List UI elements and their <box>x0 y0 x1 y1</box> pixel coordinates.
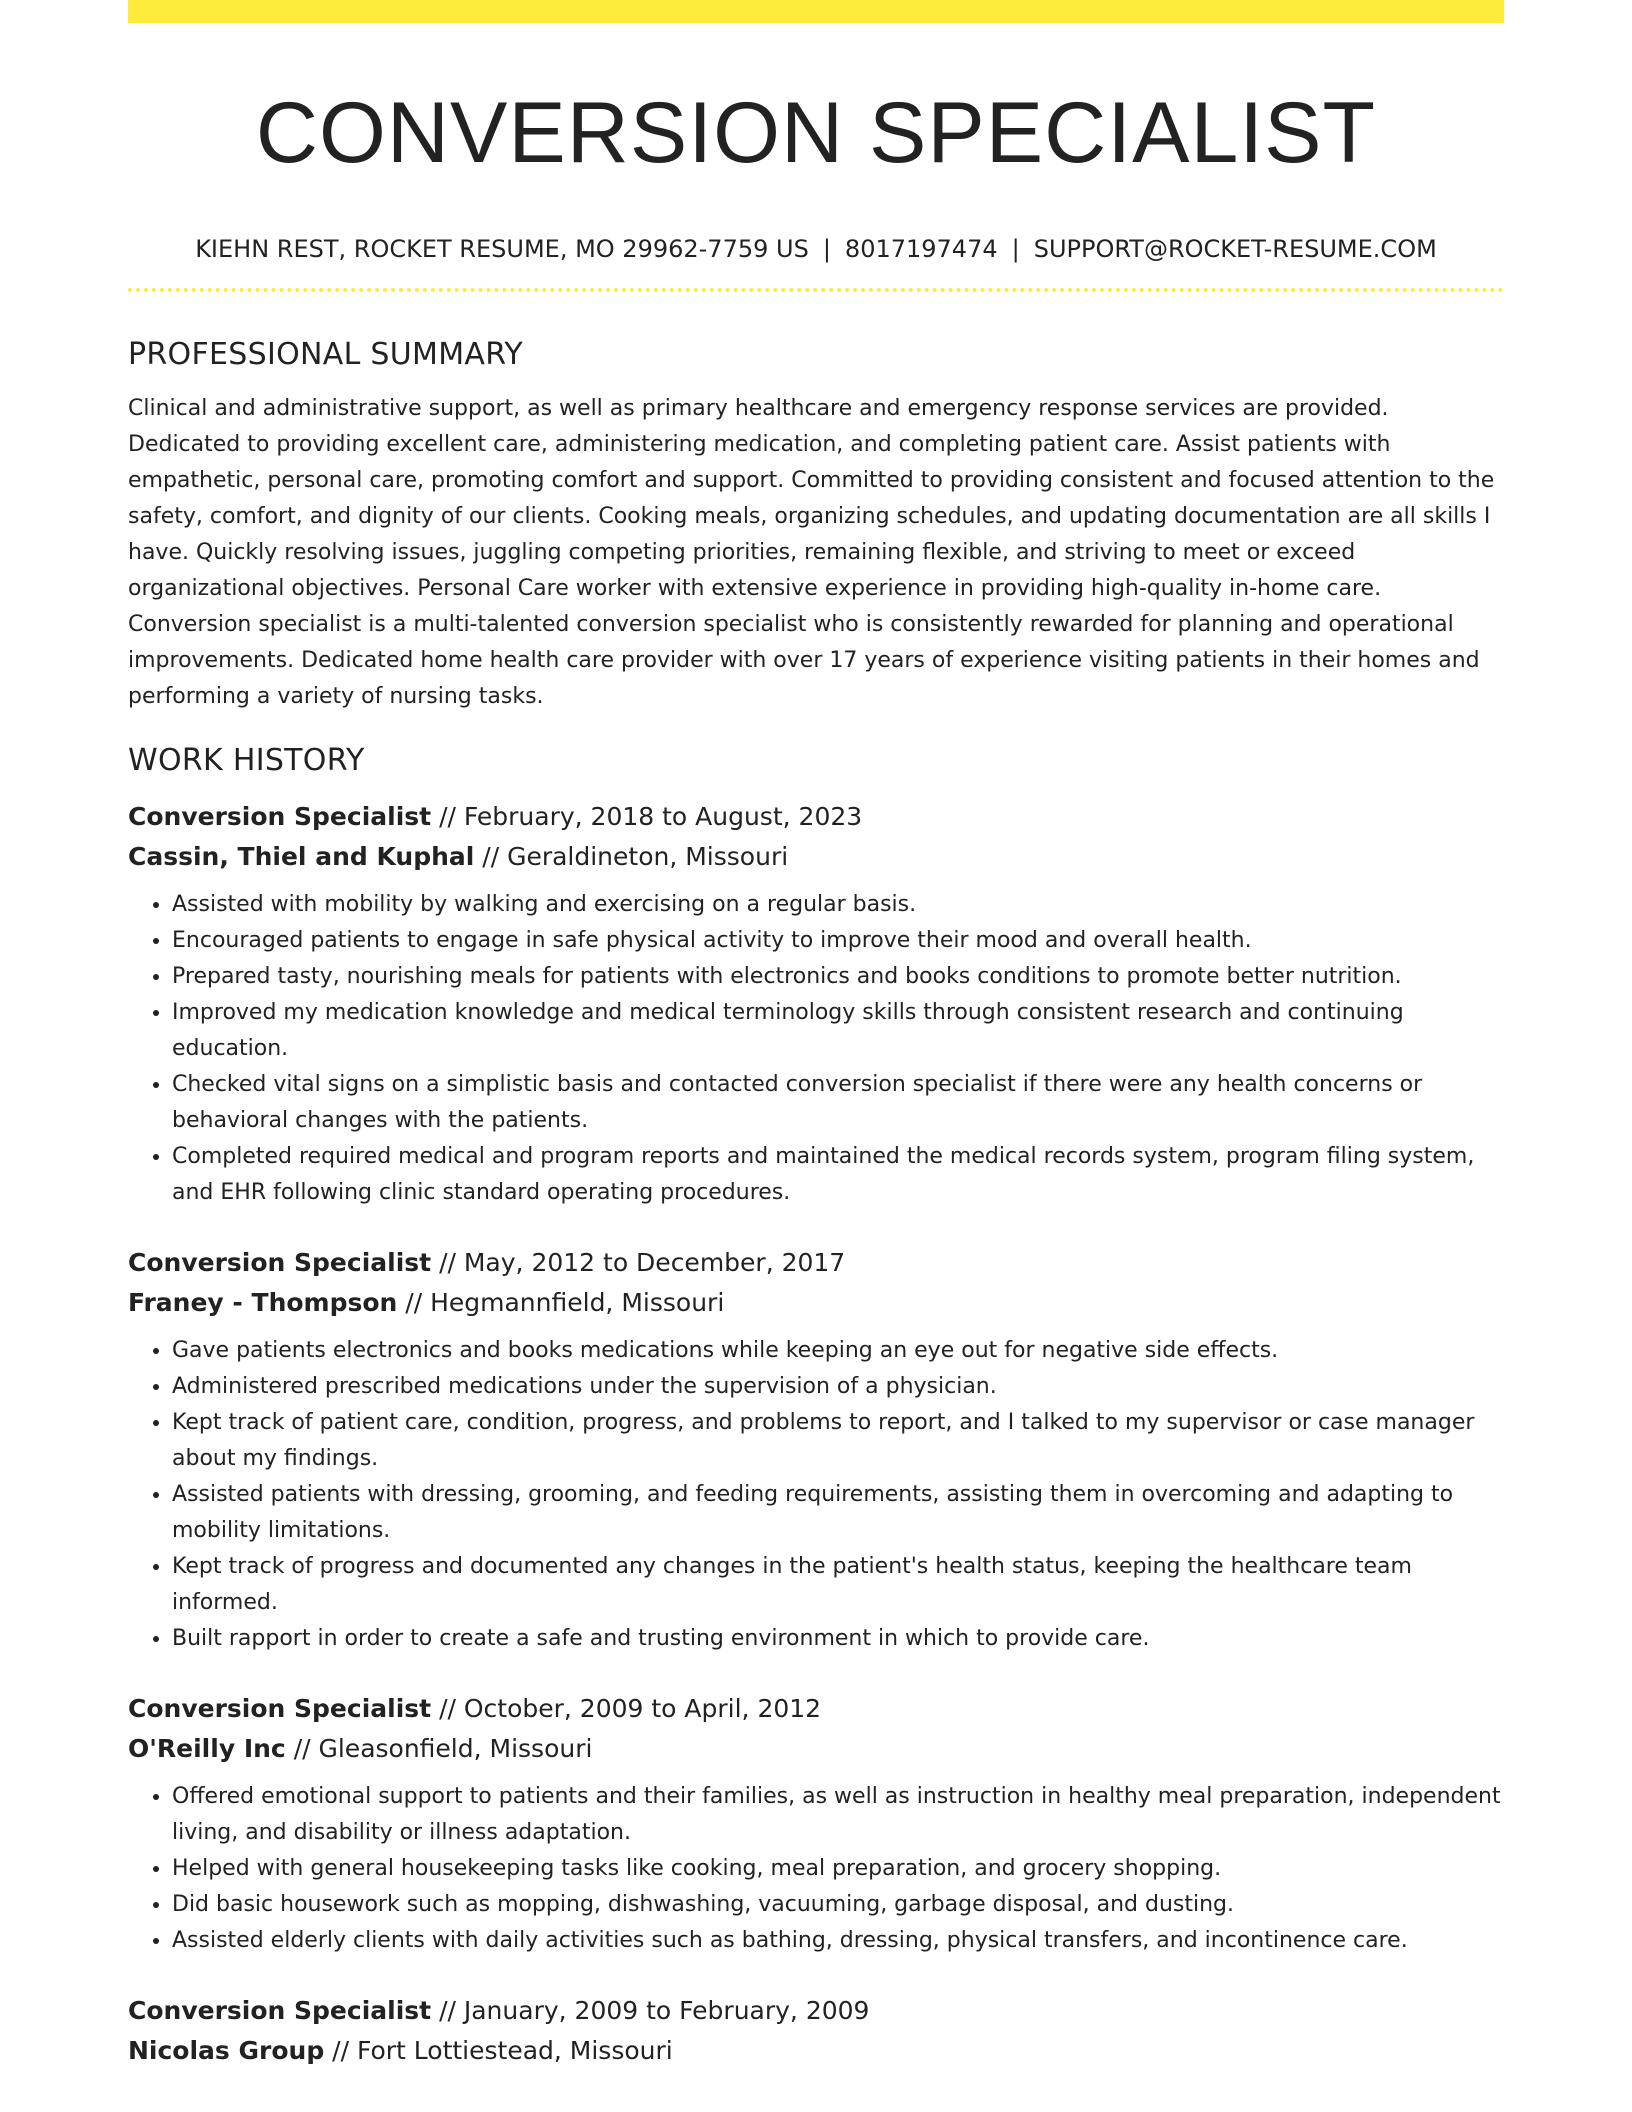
job-company-line <box>128 1283 1504 1323</box>
job-role: Conversion Specialist <box>128 1996 432 2025</box>
contact-line <box>128 233 1504 265</box>
job-entry <box>128 797 1504 1211</box>
job-bullet: • Built rapport in order to create a safe and trusting environment in which to provide care. <box>172 1621 1504 1657</box>
candidate-title: CONVERSION SPECIALIST <box>255 85 1377 181</box>
top-accent-bar <box>128 0 1504 23</box>
job-dates: // May, 2012 to December, 2017 <box>431 1248 846 1277</box>
job-company: Cassin, Thiel and Kuphal <box>128 842 475 871</box>
job-bullet: • Did basic housework such as mopping, dishwashing, vacuuming, garbage disposal, and dusting. <box>172 1887 1504 1923</box>
job-bullet: • Gave patients electronics and books medications while keeping an eye out for negative side effects. <box>172 1333 1504 1369</box>
summary-text: Clinical and administrative support, as well as primary healthcare and emergency response services are provided. Dedicated to providing excellent care, administering medication, and completing patient care. Assist patients with empathetic, personal care, promoting comfort and support. Committed to providing consistent and focused attention to the safety, comfort, and dignity of our clients. Cooking meals, organizing schedules, and updating documentation are all skills I have. Quickly resolving issues, juggling competing priorities, remaining flexible, and striving to meet or exceed organizational objectives. Personal Care worker with extensive experience in providing high-quality in-home care. Conversion specialist is a multi-talented conversion specialist who is consistently rewarded for planning and operational improvements. Dedicated home health care provider with over 17 years of experience visiting patients in their homes and performing a variety of nursing tasks. <box>128 396 1495 709</box>
job-bullet: • Administered prescribed medications under the supervision of a physician. <box>172 1369 1504 1405</box>
job-bullet: • Improved my medication knowledge and medical terminology skills through consistent research and continuing education. <box>172 995 1504 1067</box>
dotted-divider <box>128 288 1504 292</box>
job-bullet: • Kept track of patient care, condition, progress, and problems to report, and I talked to my supervisor or case manager about my findings. <box>172 1405 1504 1477</box>
job-bullet: • Completed required medical and program reports and maintained the medical records system, program filing system, and EHR following clinic standard operating procedures. <box>172 1139 1504 1211</box>
job-bullet: • Prepared tasty, nourishing meals for patients with electronics and books conditions to promote better nutrition. <box>172 959 1504 995</box>
job-dates: // January, 2009 to February, 2009 <box>431 1996 870 2025</box>
job-bullet: • Checked vital signs on a simplistic basis and contacted conversion specialist if there were any health concerns or behavioral changes with the patients. <box>172 1067 1504 1139</box>
job-company: Franey - Thompson <box>128 1288 398 1317</box>
resume-page <box>128 0 1504 2071</box>
job-bullets <box>128 1333 1504 1657</box>
contact-address: KIEHN REST, ROCKET RESUME, MO 29962-7759 US <box>195 235 809 263</box>
job-role-line <box>128 797 1504 837</box>
job-bullets <box>128 1779 1504 1959</box>
job-entry <box>128 1689 1504 1959</box>
job-dates: // February, 2018 to August, 2023 <box>431 802 863 831</box>
job-bullets <box>128 887 1504 1211</box>
job-bullet: • Assisted elderly clients with daily activities such as bathing, dressing, physical transfers, and incontinence care. <box>172 1923 1504 1959</box>
summary-heading: PROFESSIONAL SUMMARY <box>128 337 524 372</box>
contact-separator: | <box>1011 235 1020 263</box>
work-history-heading: WORK HISTORY <box>128 743 365 778</box>
job-location: // Fort Lottiestead, Missouri <box>324 2036 673 2065</box>
job-location: // Gleasonfield, Missouri <box>285 1734 593 1763</box>
job-entry <box>128 1243 1504 1657</box>
job-bullet: • Offered emotional support to patients and their families, as well as instruction in healthy meal preparation, independent living, and disability or illness adaptation. <box>172 1779 1504 1851</box>
contact-phone: 8017197474 <box>844 235 998 263</box>
job-bullet: • Assisted with mobility by walking and exercising on a regular basis. <box>172 887 1504 923</box>
job-role-line <box>128 1991 1504 2031</box>
job-company-line <box>128 1729 1504 1769</box>
job-company: Nicolas Group <box>128 2036 325 2065</box>
job-bullet: • Assisted patients with dressing, grooming, and feeding requirements, assisting them in overcoming and adapting to mobility limitations. <box>172 1477 1504 1549</box>
job-role: Conversion Specialist <box>128 802 432 831</box>
contact-email: SUPPORT@ROCKET-RESUME.COM <box>1033 235 1437 263</box>
job-company-line <box>128 837 1504 877</box>
job-bullet: • Helped with general housekeeping tasks like cooking, meal preparation, and grocery shopping. <box>172 1851 1504 1887</box>
job-bullet: • Encouraged patients to engage in safe physical activity to improve their mood and overall health. <box>172 923 1504 959</box>
job-entry <box>128 1991 1504 2071</box>
job-role: Conversion Specialist <box>128 1248 432 1277</box>
job-location: // Geraldineton, Missouri <box>474 842 789 871</box>
job-company: O'Reilly Inc <box>128 1734 286 1763</box>
job-location: // Hegmannfield, Missouri <box>397 1288 725 1317</box>
job-bullet: • Kept track of progress and documented any changes in the patient's health status, keeping the healthcare team informed. <box>172 1549 1504 1621</box>
job-role: Conversion Specialist <box>128 1694 432 1723</box>
job-role-line <box>128 1689 1504 1729</box>
job-dates: // October, 2009 to April, 2012 <box>431 1694 822 1723</box>
job-role-line <box>128 1243 1504 1283</box>
contact-separator: | <box>822 235 831 263</box>
job-company-line <box>128 2031 1504 2071</box>
